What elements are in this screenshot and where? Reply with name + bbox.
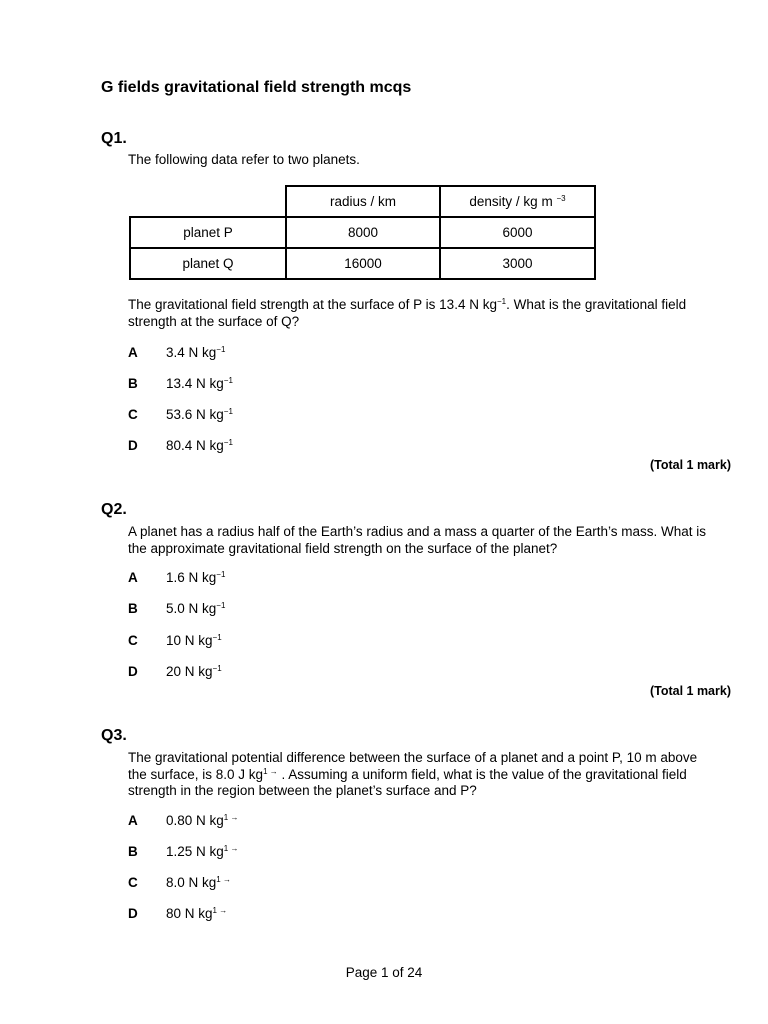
question-3-stem: The gravitational potential difference between the surface of a planet and a point P, 10 m above the surface, is 8.0 J $kg^{1 \to}$ . Assuming a uniform field, what is the value of the gravitational field strength in the region between the planet’s surface and P?	[128, 750, 698, 798]
table-cell: 8000	[286, 217, 440, 248]
table-row	[130, 248, 595, 279]
option-b: B 5.0 N $kg^{-1}$	[128, 601, 226, 616]
table-cell: 6000	[440, 217, 595, 248]
document-title: G fields gravitational field strength mcqs	[101, 79, 412, 96]
total-mark: (Total 1 mark)	[649, 684, 731, 698]
question-1-stem: The gravitational field strength at the surface of P is 13.4 N $kg^{-1}$. What is the gravitational field strength at the surface of Q?	[128, 297, 687, 329]
option-c: C 53.6 N $kg^{-1}$	[128, 407, 233, 422]
question-1-intro: The following data refer to two planets.	[128, 152, 360, 167]
option-d: D 80.4 N $kg^{-1}$	[128, 438, 233, 453]
planet-data-table	[129, 185, 596, 280]
option-b: B 1.25 N $kg^{1 \to}$	[128, 844, 239, 859]
table-cell: 16000	[286, 248, 440, 279]
option-d: D 80 N $kg^{1 \to}$	[128, 906, 228, 921]
table-cell: planet Q	[130, 248, 286, 279]
question-3-label: Q3.	[101, 727, 127, 744]
option-c: C 10 N $kg^{-1}$	[128, 633, 222, 648]
option-a: A 1.6 N $kg^{-1}$	[128, 570, 226, 585]
option-b: B 13.4 N $kg^{-1}$	[128, 376, 233, 391]
option-d: D 20 N $kg^{-1}$	[128, 664, 222, 679]
option-c: C 8.0 N $kg^{1 \to}$	[128, 875, 231, 890]
table-header-row	[130, 186, 595, 217]
page-number: Page 1 of 24	[345, 965, 423, 980]
table-row	[130, 217, 595, 248]
table-header-radius: radius / km	[286, 186, 440, 217]
table-cell: planet P	[130, 217, 286, 248]
total-mark: (Total 1 mark)	[649, 458, 731, 472]
option-a: A 3.4 N $kg^{-1}$	[128, 345, 226, 360]
question-1-label: Q1.	[101, 130, 127, 147]
table-header-density: density / kg m $^{-3}$	[440, 186, 595, 217]
question-2-stem: A planet has a radius half of the Earth’s radius and a mass a quarter of the Earth’s mass. What is the approximate gravitational field strength on the surface of the planet?	[128, 524, 707, 556]
table-cell: 3000	[440, 248, 595, 279]
question-2-label: Q2.	[101, 501, 127, 518]
table-header-empty	[130, 186, 286, 217]
option-a: A 0.80 N $kg^{1 \to}$	[128, 813, 239, 828]
